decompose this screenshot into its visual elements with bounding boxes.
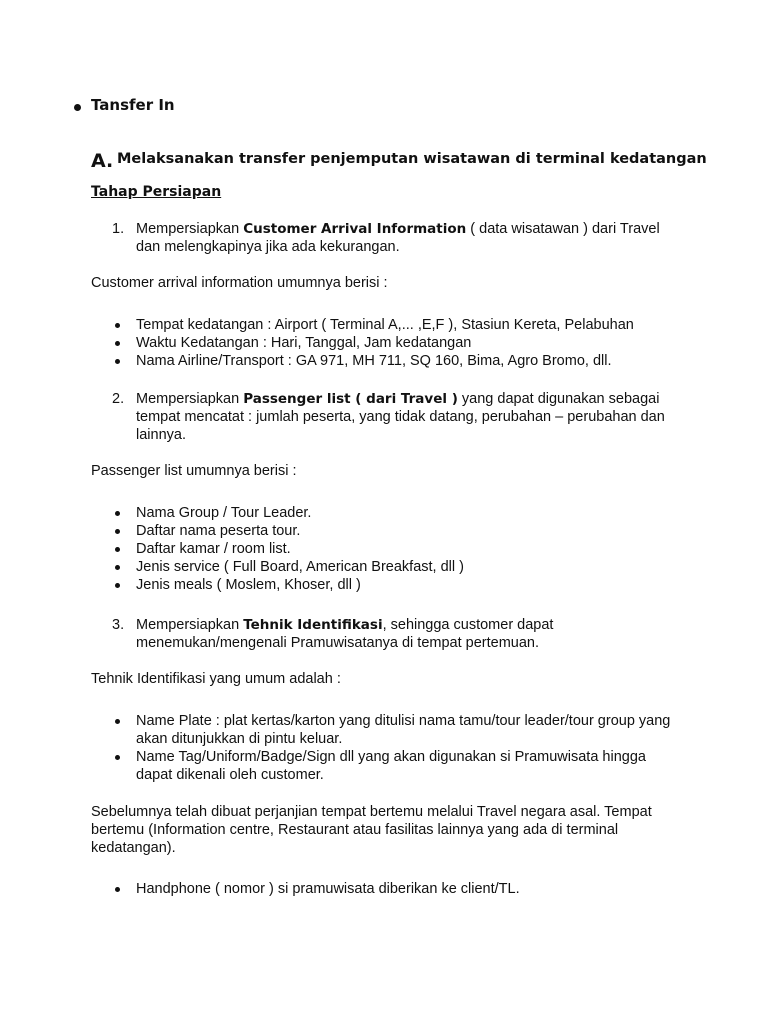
meeting-paragraph: Sebelumnya telah dibuat perjanjian tempat bertemu melalui Travel negara asal. Tempat bertemu (Information centre, Restaurant atau fasilitas lainnya yang ada di terminal kedatangan). <box>91 804 652 856</box>
step-text-pre: Mempersiapkan <box>136 221 244 237</box>
step-text-post: ( data wisatawan ) dari Travel dan melengkapinya jika ada kekurangan. <box>136 221 660 255</box>
step-text-post: yang dapat digunakan sebagai tempat mencatat : jumlah peserta, yang tidak datang, perubahan – perubahan dan lainnya. <box>136 391 665 443</box>
step-text-strong: Passenger list ( dari Travel ) <box>243 391 458 407</box>
bullet-icon <box>115 323 120 328</box>
list-item: Tempat kedatangan : Airport ( Terminal A,... ,E,F ), Stasiun Kereta, Pelabuhan <box>91 316 671 334</box>
step-2 <box>91 390 671 444</box>
step-number: 2. <box>112 391 125 407</box>
bullet-icon <box>115 341 120 346</box>
step-text-pre: Mempersiapkan <box>136 617 244 633</box>
phone-list <box>91 880 671 898</box>
step-text-post: , sehingga customer dapat menemukan/mengenali Pramuwisatanya di tempat pertemuan. <box>136 617 554 651</box>
list-item: Daftar kamar / room list. <box>91 540 671 558</box>
bullet-icon <box>115 565 120 570</box>
section-letter: A. <box>91 150 114 172</box>
list-item: Name Tag/Uniform/Badge/Sign dll yang akan digunakan si Pramuwisata hingga dapat dikenali oleh customer. <box>91 748 671 784</box>
step-text-strong: Customer Arrival Information <box>243 221 467 237</box>
step-number: 3. <box>112 617 125 633</box>
arrival-list <box>91 316 671 370</box>
passenger-list <box>91 504 671 594</box>
list-item: Waktu Kedatangan : Hari, Tanggal, Jam kedatangan <box>91 334 671 352</box>
step-text-strong: Tehnik Identifikasi <box>243 617 383 633</box>
list-item: Nama Group / Tour Leader. <box>91 504 671 522</box>
ident-intro: Tehnik Identifikasi yang umum adalah : <box>91 671 341 687</box>
bullet-icon <box>115 583 120 588</box>
bullet-icon <box>115 887 120 892</box>
bullet-icon <box>115 719 120 724</box>
bullet-icon <box>115 359 120 364</box>
step-1 <box>91 220 671 256</box>
bullet-icon <box>115 755 120 760</box>
list-item: Name Plate : plat kertas/karton yang ditulisi nama tamu/tour leader/tour group yang akan ditunjukkan di pintu keluar. <box>91 712 671 748</box>
list-item: Nama Airline/Transport : GA 971, MH 711, SQ 160, Bima, Agro Bromo, dll. <box>91 352 671 370</box>
title-bullet-icon <box>74 104 81 111</box>
step-number: 1. <box>112 221 125 237</box>
list-item: Jenis meals ( Moslem, Khoser, dll ) <box>91 576 671 594</box>
document-title: Tansfer In <box>91 96 175 114</box>
section-title: Melaksanakan transfer penjemputan wisatawan di terminal kedatangan <box>117 151 707 167</box>
ident-list <box>91 712 671 784</box>
list-item: Daftar nama peserta tour. <box>91 522 671 540</box>
bullet-icon <box>115 511 120 516</box>
arrival-intro: Customer arrival information umumnya berisi : <box>91 275 388 291</box>
bullet-icon <box>115 529 120 534</box>
step-text-pre: Mempersiapkan <box>136 391 244 407</box>
list-item: Jenis service ( Full Board, American Breakfast, dll ) <box>91 558 671 576</box>
step-3 <box>91 616 671 652</box>
list-item: Handphone ( nomor ) si pramuwisata diberikan ke client/TL. <box>91 880 671 898</box>
subheading: Tahap Persiapan <box>91 184 222 200</box>
bullet-icon <box>115 547 120 552</box>
passenger-intro: Passenger list umumnya berisi : <box>91 463 297 479</box>
